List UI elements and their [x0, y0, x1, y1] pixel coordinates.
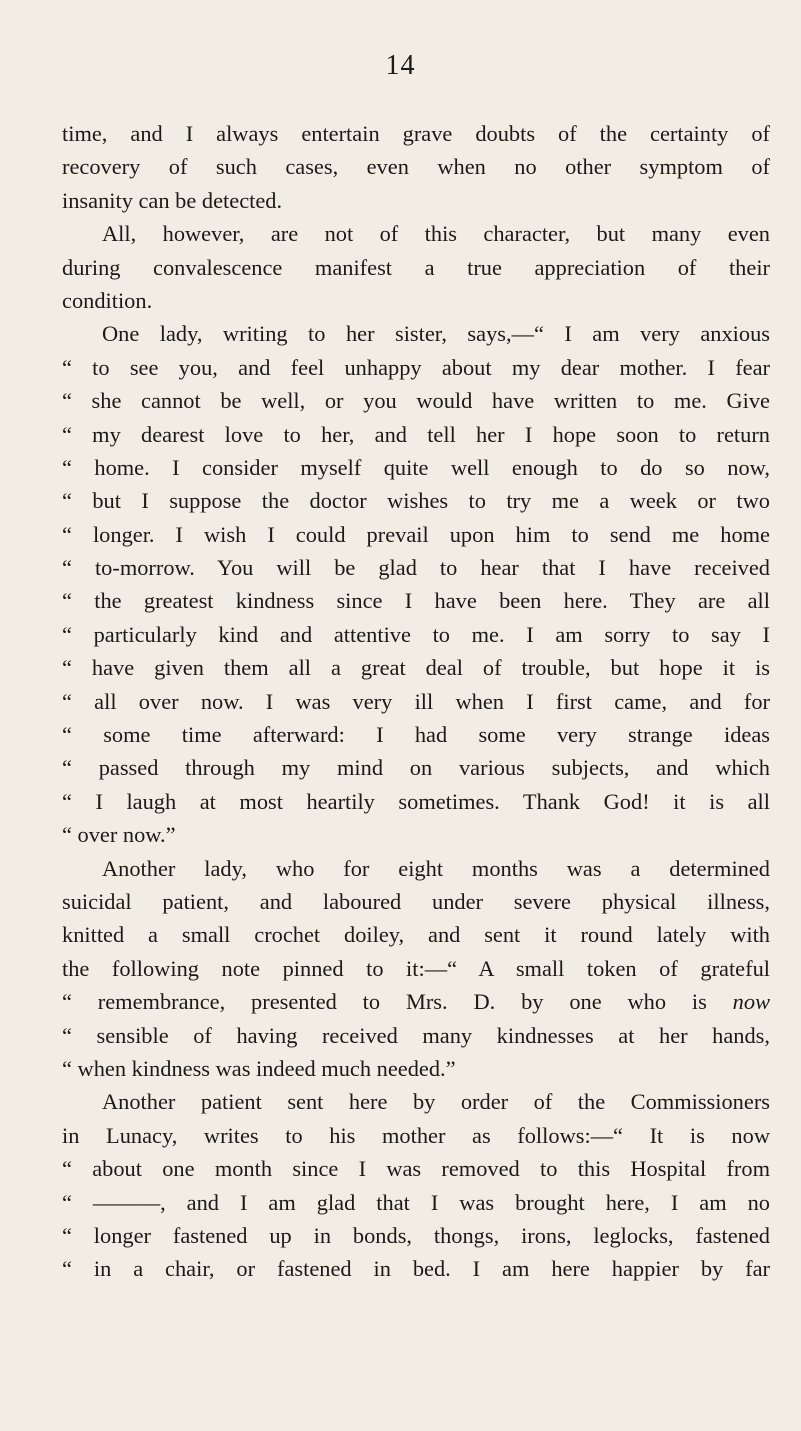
text-line: “ the greatest kindness since I have been here. They are all: [62, 588, 770, 614]
text-line: insanity can be detected.: [62, 187, 283, 213]
text-line: “ longer. I wish I could prevail upon him to send me home: [62, 521, 770, 547]
text-line: “ about one month since I was removed to this Hospital from: [62, 1156, 770, 1182]
text-line: recovery of such cases, even when no other symptom of: [62, 154, 770, 180]
text-line: “ passed through my mind on various subjects, and which: [62, 755, 770, 781]
text-line: “ sensible of having received many kindnesses at her hands,: [62, 1022, 770, 1048]
text-line: in Lunacy, writes to his mother as follows:—“ It is now: [62, 1122, 770, 1148]
text-line: condition.: [62, 287, 153, 313]
text-line: “ to see you, and feel unhappy about my dear mother. I fear: [62, 354, 770, 380]
text-line: “ I laugh at most heartily sometimes. Thank God! it is all: [62, 788, 770, 814]
text-line: “ particularly kind and attentive to me. I am sorry to say I: [62, 621, 770, 647]
text-line: “ all over now. I was very ill when I first came, and for: [62, 688, 770, 714]
text-line: All, however, are not of this character, but many even: [102, 221, 770, 247]
text-line: Another patient sent here by order of the Commissioners: [102, 1089, 770, 1115]
body-text: [62, 117, 770, 1286]
text-line: “ remembrance, presented to Mrs. D. by one who is now: [62, 989, 770, 1015]
text-line: “ but I suppose the doctor wishes to try me a week or two: [62, 488, 770, 514]
text-line: “ longer fastened up in bonds, thongs, irons, leglocks, fastened: [62, 1222, 770, 1248]
text-line: “ home. I consider myself quite well enough to do so now,: [62, 454, 770, 480]
text-line: during convalescence manifest a true appreciation of their: [62, 254, 770, 280]
page-number: 14: [385, 50, 416, 81]
text-line: “ she cannot be well, or you would have written to me. Give: [62, 388, 770, 414]
text-line: “ when kindness was indeed much needed.”: [62, 1055, 456, 1081]
text-line: “ over now.”: [62, 822, 176, 848]
text-line: time, and I always entertain grave doubts of the certainty of: [62, 121, 770, 146]
text-line: “ in a chair, or fastened in bed. I am here happier by far: [62, 1256, 770, 1282]
text-line: “ some time afterward: I had some very strange ideas: [62, 722, 770, 748]
text-line: “ my dearest love to her, and tell her I hope soon to return: [62, 421, 770, 447]
text-line: the following note pinned to it:—“ A small token of grateful: [62, 955, 770, 981]
text-line: “ ———, and I am glad that I was brought here, I am no: [62, 1189, 770, 1215]
text-line: suicidal patient, and laboured under severe physical illness,: [62, 888, 770, 914]
text-line: Another lady, who for eight months was a determined: [102, 855, 770, 881]
text-line: One lady, writing to her sister, says,—“ I am very anxious: [102, 321, 770, 347]
emphasis: now: [732, 989, 770, 1015]
text-line: “ have given them all a great deal of trouble, but hope it is: [62, 655, 770, 681]
text-line: “ to-morrow. You will be glad to hear that I have received: [62, 555, 770, 581]
text-line: knitted a small crochet doiley, and sent it round lately with: [62, 922, 770, 948]
